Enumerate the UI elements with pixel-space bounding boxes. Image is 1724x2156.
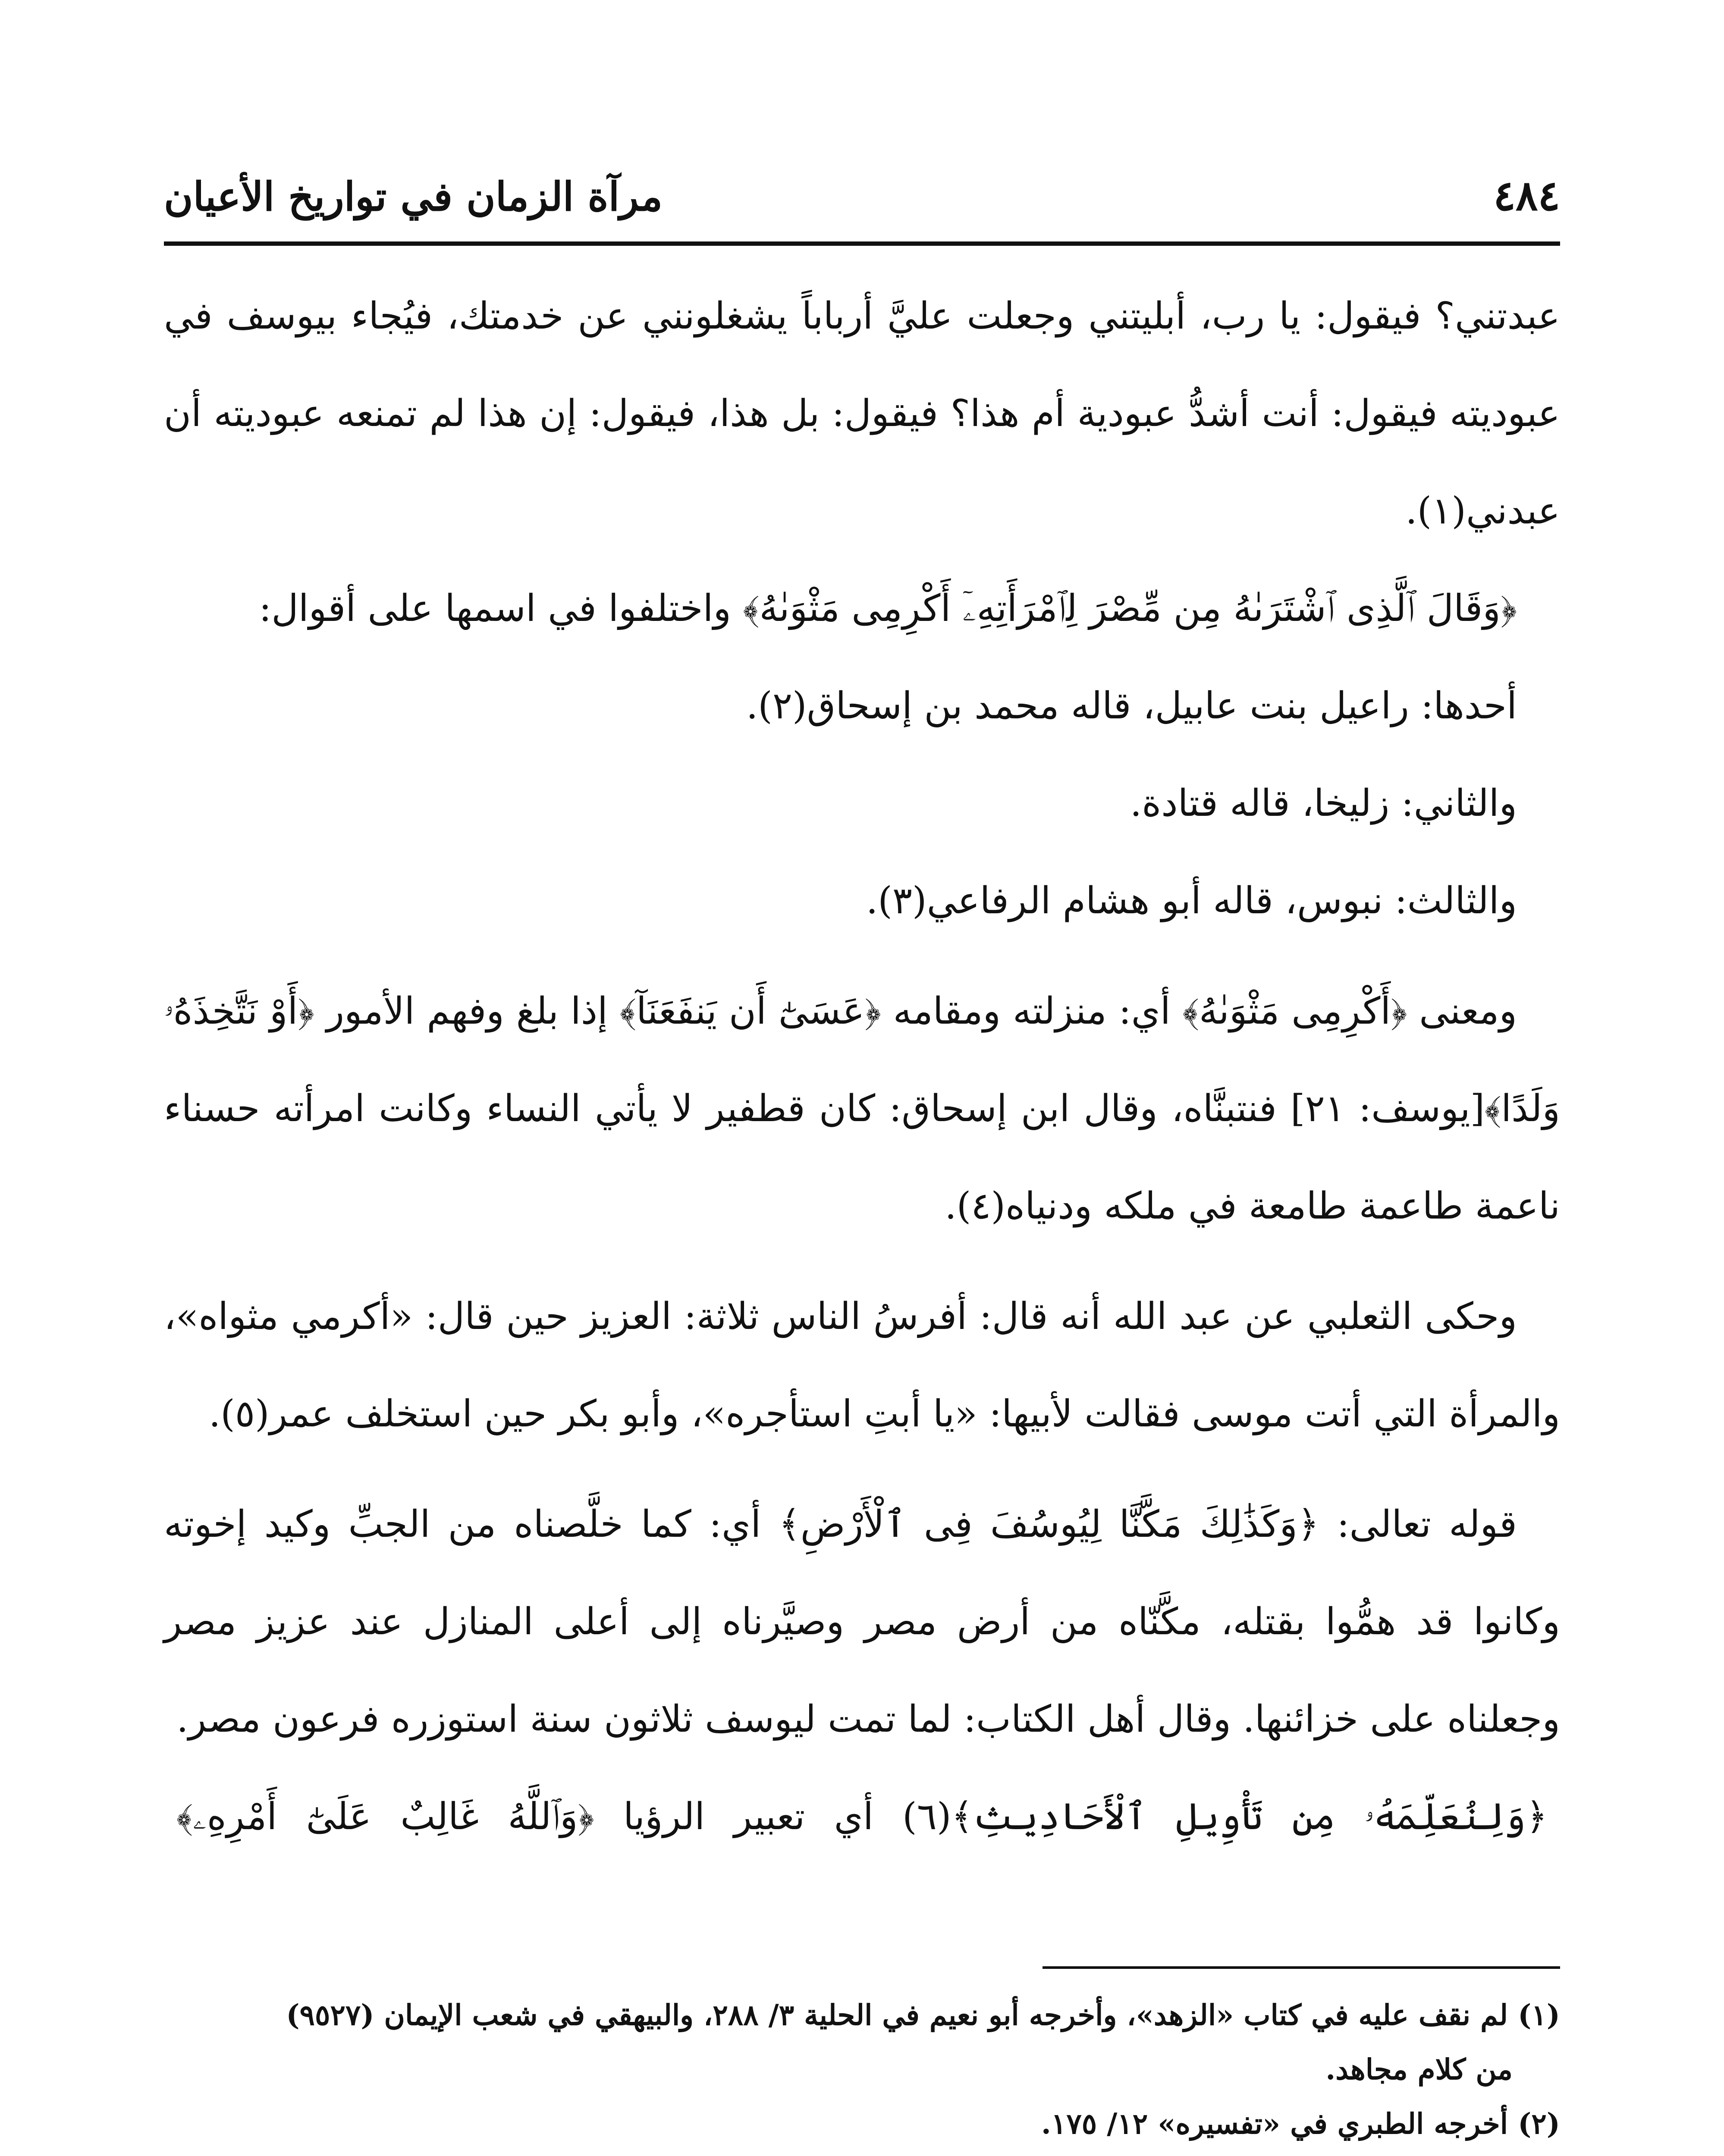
- header-rule: [164, 241, 1560, 246]
- running-header: [164, 142, 1560, 229]
- paragraph-9-text: ﴿وَلِنُعَلِّمَهُۥ مِن تَأْوِيلِ ٱلْأَحَادِيثِ﴾(٦) أي تعبير الرؤيا ﴿وَٱللَّهُ غَالِبٌ عَلَىٰٓ أَمْرِهِۦ﴾: [176, 1795, 1548, 1838]
- paragraph-6: ومعنى ﴿أَكْرِمِى مَثْوَىٰهُ﴾ أي: منزلته ومقامه ﴿عَسَىٰٓ أَن يَنفَعَنَآ﴾ إذا بلغ وفهم الأمور ﴿أَوْ نَتَّخِذَهُۥ وَلَدًا﴾[يوسف: ٢١] فنتبنَّاه، وقال ابن إسحاق: كان قطفير لا يأتي النساء وكانت امرأته حسناء ناعمة طاعمة طامعة في ملكه ودنياه(٤).: [164, 990, 1560, 1228]
- footnotes: [164, 1988, 1560, 2156]
- paragraph-4: والثاني: زليخا، قاله قتادة.: [1130, 782, 1517, 825]
- footnote-2: (٢) أخرجه الطبري في «تفسيره» ١٢/ ١٧٥.: [1041, 2107, 1560, 2140]
- main-text: [164, 267, 1560, 1949]
- paragraph-9: [164, 1768, 1560, 1865]
- book-title: مرآة الزمان في تواريخ الأعيان: [164, 173, 663, 220]
- footnote-rule: [1043, 1966, 1560, 1969]
- page-number: ٤٨٤: [1493, 171, 1560, 220]
- paragraph-5: والثالث: نبوس، قاله أبو هشام الرفاعي(٣).: [866, 879, 1517, 922]
- paragraph-1: عبدتني؟ فيقول: يا رب، أبليتني وجعلت عليَّ أرباباً يشغلونني عن خدمتك، فيُجاء بيوسف في عبوديته فيقول: أنت أشدُّ عبودية أم هذا؟ فيقول: بل هذا، فيقول: إن هذا لم تمنعه عبوديته أن عبدني(١).: [164, 295, 1560, 533]
- footnote-1: (١) لم نقف عليه في كتاب «الزهد»، وأخرجه أبو نعيم في الحلية ٣/ ٢٨٨، والبيهقي في شعب الإيمان (٩٥٢٧): [286, 1998, 1560, 2032]
- footnote-3: [164, 2151, 1560, 2156]
- paragraph-7: وحكى الثعلبي عن عبد الله أنه قال: أفرسُ الناس ثلاثة: العزيز حين قال: «أكرمي مثواه»، والمرأة التي أتت موسى فقالت لأبيها: «يا أبتِ استأجره»، وأبو بكر حين استخلف عمر(٥).: [164, 1295, 1560, 1435]
- paragraph-8: قوله تعالى: ﴿وَكَذَٰلِكَ مَكَّنَّا لِيُوسُفَ فِى ٱلْأَرْضِ﴾ أي: كما خلَّصناه من الجبِّ وكيد إخوته وكانوا قد همُّوا بقتله، مكَّنّاه من أرض مصر وصيَّرناه إلى أعلى المنازل عند عزيز مصر وجعلناه على خزائنها. وقال أهل الكتاب: لما تمت ليوسف ثلاثون سنة استوزره فرعون مصر.: [164, 1503, 1560, 1741]
- paragraph-3: أحدها: راعيل بنت عابيل، قاله محمد بن إسحاق(٢).: [746, 684, 1517, 727]
- footnote-1-continued: من كلام مجاهد.: [1325, 2053, 1513, 2086]
- paragraph-2: ﴿وَقَالَ ٱلَّذِى ٱشْتَرَىٰهُ مِن مِّصْرَ لِٱمْرَأَتِهِۦٓ أَكْرِمِى مَثْوَىٰهُ﴾ واختلفوا في اسمها على أقوال:: [259, 587, 1517, 630]
